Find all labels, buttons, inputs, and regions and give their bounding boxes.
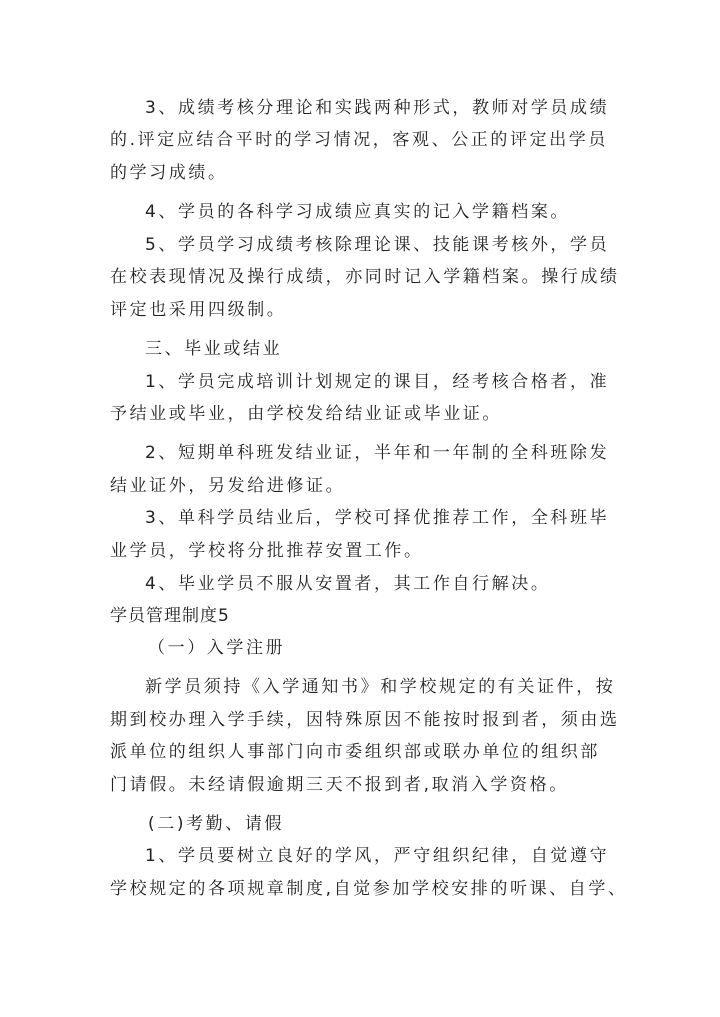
paragraph-line: 学校规定的各项规章制度,自觉参加学校安排的听课、自学、 <box>110 879 628 899</box>
paragraph-line: 新学员须持《入学通知书》和学校规定的有关证件，按 <box>145 677 616 697</box>
paragraph-line: 5、学员学习成绩考核除理论课、技能课考核外，学员 <box>145 235 610 255</box>
section-heading: (二)考勤、请假 <box>148 814 285 834</box>
paragraph-line: 3、成绩考核分理论和实践两种形式，教师对学员成绩 <box>145 98 610 118</box>
paragraph-line: 业学员，学校将分批推荐安置工作。 <box>110 541 424 561</box>
section-heading: 三、毕业或结业 <box>145 339 283 359</box>
paragraph-line: 期到校办理入学手续，因特殊原因不能按时报到者，须由选 <box>110 710 620 730</box>
document-title: 学员管理制度5 <box>110 606 230 626</box>
paragraph-line: 4、学员的各科学习成绩应真实的记入学籍档案。 <box>145 202 571 222</box>
paragraph-line: 予结业或毕业，由学校发给结业证或毕业证。 <box>110 404 502 424</box>
paragraph-line: 2、短期单科班发结业证，半年和一年制的全科班除发 <box>145 443 610 463</box>
paragraph-line: 门请假。未经请假逾期三天不报到者,取消入学资格。 <box>110 775 569 795</box>
paragraph-line: 3、单科学员结业后，学校可择优推荐工作，全科班毕 <box>145 508 610 528</box>
paragraph-line: 1、学员要树立良好的学风，严守组织纪律，自觉遵守 <box>145 846 610 866</box>
paragraph-line: 评定也采用四级制。 <box>110 300 287 320</box>
section-heading: （一）入学注册 <box>148 638 286 658</box>
paragraph-line: 1、学员完成培训计划规定的课目，经考核合格者，准 <box>145 372 610 392</box>
paragraph-line: 派单位的组织人事部门向市委组织部或联办单位的组织部 <box>110 742 600 762</box>
paragraph-line: 结业证外，另发给进修证。 <box>110 476 346 496</box>
paragraph-line: 在校表现情况及操行成绩，亦同时记入学籍档案。操行成绩 <box>110 267 620 287</box>
paragraph-line: 的.评定应结合平时的学习情况，客观、公正的评定出学员 <box>110 130 609 150</box>
paragraph-line: 4、毕业学员不服从安置者，其工作自行解决。 <box>145 574 551 594</box>
paragraph-line: 的学习成绩。 <box>110 163 228 183</box>
